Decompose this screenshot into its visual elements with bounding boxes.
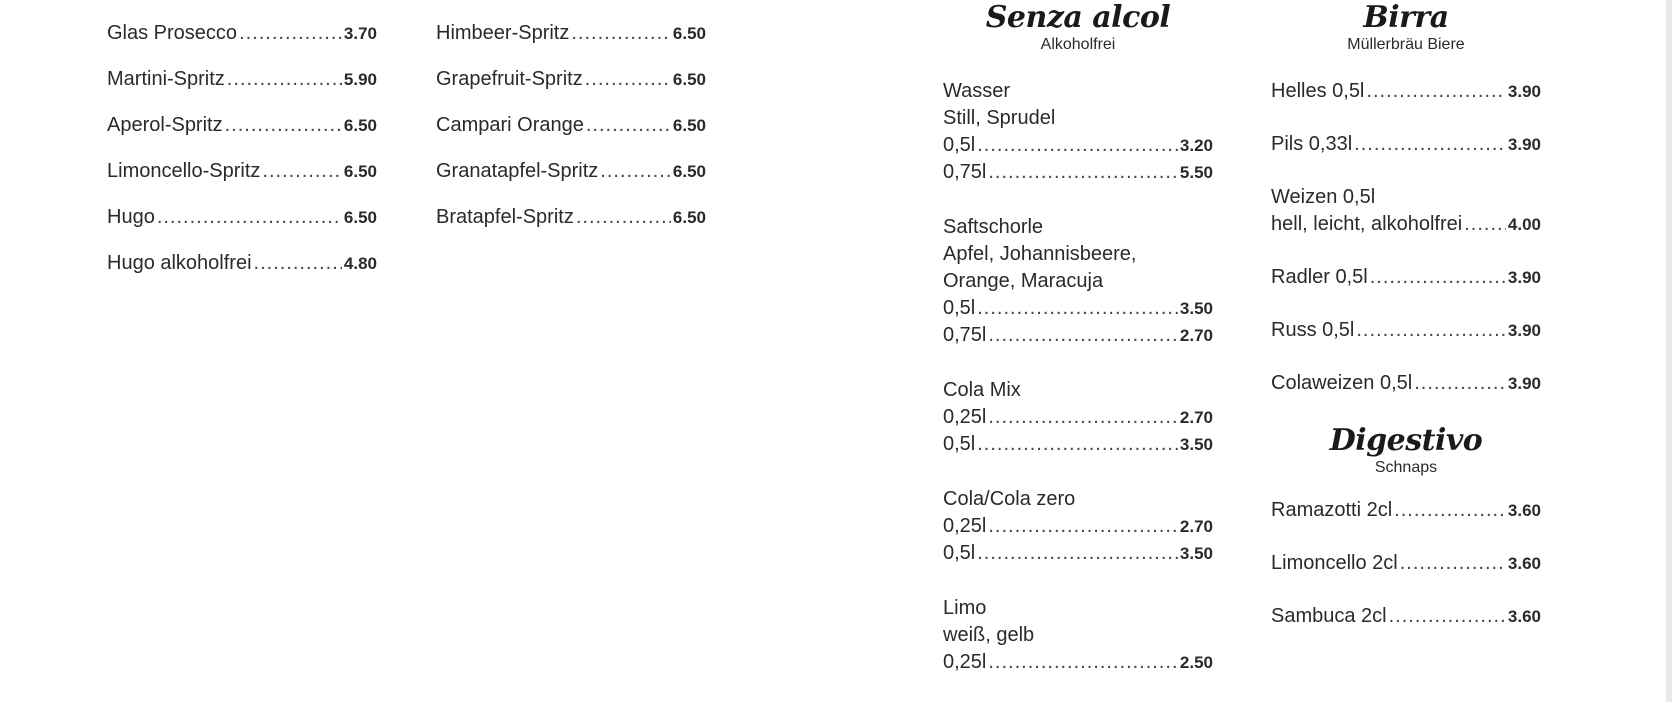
item-price: 6.50: [343, 116, 377, 135]
menu-item-aperol-spritz: [107, 112, 377, 139]
item-name: Cola Mix: [943, 379, 1021, 401]
item-price: 3.50: [1179, 435, 1213, 454]
menu-item-limoncello: [1271, 550, 1541, 577]
section-subtitle: Müllerbräu Biere: [1347, 36, 1465, 53]
leader-dots: [988, 649, 1178, 676]
item-price: 3.60: [1507, 554, 1541, 573]
item-price: 4.80: [343, 254, 377, 273]
birra-column: [1271, 0, 1541, 656]
leader-dots: [1414, 370, 1506, 397]
menu-item-helles: [1271, 78, 1541, 105]
menu-item-campari-orange: [436, 112, 706, 139]
leader-dots: [988, 322, 1178, 349]
senza-alcol-column: [943, 0, 1213, 704]
digestivo-header: [1271, 423, 1541, 477]
item-price: 3.50: [1179, 544, 1213, 563]
leader-dots: [227, 66, 342, 93]
item-price: 4.00: [1507, 215, 1541, 234]
menu-item-sambuca: [1271, 603, 1541, 630]
menu-item-limoncello-spritz: [107, 158, 377, 185]
spritz-column-1: [107, 0, 377, 277]
leader-dots: [571, 20, 671, 47]
leader-dots: [977, 431, 1178, 458]
item-description: weiß, gelb: [943, 624, 1035, 646]
item-name: Radler 0,5l: [1271, 266, 1368, 288]
item-name: Sambuca 2cl: [1271, 605, 1387, 627]
item-price: 3.60: [1507, 607, 1541, 626]
leader-dots: [977, 295, 1178, 322]
item-name: Glas Prosecco: [107, 22, 238, 44]
section-subtitle: Schnaps: [1374, 459, 1438, 476]
leader-dots: [1394, 497, 1506, 524]
section-title: Birra: [1363, 0, 1449, 35]
item-price: 6.50: [672, 24, 706, 43]
item-price: 3.70: [343, 24, 377, 43]
item-name: Wasser: [943, 80, 1011, 102]
item-description: Apfel, Johannisbeere,: [943, 243, 1137, 265]
leader-dots: [988, 513, 1178, 540]
leader-dots: [1464, 211, 1506, 238]
item-price: 5.90: [343, 70, 377, 89]
leader-dots: [1354, 131, 1506, 158]
menu-item-himbeer-spritz: [436, 20, 706, 47]
item-name: Limoncello 2cl: [1271, 552, 1398, 574]
item-name: Ramazotti 2cl: [1271, 499, 1393, 521]
menu-item-colaweizen: [1271, 370, 1541, 397]
item-name: Hugo: [107, 206, 155, 228]
leader-dots: [262, 158, 342, 185]
item-price: 6.50: [672, 208, 706, 227]
leader-dots: [225, 112, 342, 139]
senza-alcol-header: [943, 0, 1213, 54]
leader-dots: [988, 159, 1178, 186]
menu-item-glas-prosecco: [107, 20, 377, 47]
leader-dots: [254, 250, 342, 277]
item-description: Still, Sprudel: [943, 107, 1056, 129]
leader-dots: [1389, 603, 1506, 630]
size-name: 0,75l: [943, 161, 987, 183]
menu-group-wasser: [943, 78, 1213, 186]
item-price: 3.90: [1507, 135, 1541, 154]
item-price: 6.50: [343, 162, 377, 181]
item-price: 3.60: [1507, 501, 1541, 520]
menu-item-bratapfel-spritz: [436, 204, 706, 231]
leader-dots: [1356, 317, 1506, 344]
item-price: 3.90: [1507, 374, 1541, 393]
item-price: 6.50: [672, 70, 706, 89]
item-name: Saftschorle: [943, 216, 1044, 238]
item-name: Pils 0,33l: [1271, 133, 1353, 155]
leader-dots: [586, 112, 671, 139]
leader-dots: [600, 158, 671, 185]
size-name: 0,75l: [943, 324, 987, 346]
leader-dots: [1370, 264, 1506, 291]
item-name: Grapefruit-Spritz: [436, 68, 583, 90]
item-price: 2.70: [1179, 326, 1213, 345]
menu-group-cola-mix: [943, 377, 1213, 458]
leader-dots: [1366, 78, 1506, 105]
item-price: 6.50: [672, 162, 706, 181]
item-name: Hugo alkoholfrei: [107, 252, 252, 274]
item-name: Colaweizen 0,5l: [1271, 372, 1413, 394]
menu-item-hugo: [107, 204, 377, 231]
item-price: 2.70: [1179, 408, 1213, 427]
leader-dots: [576, 204, 671, 231]
item-price: 2.50: [1179, 653, 1213, 672]
menu-item-grapefruit-spritz: [436, 66, 706, 93]
menu-item-weizen: [1271, 184, 1541, 238]
size-name: 0,25l: [943, 651, 987, 673]
menu-group-cola: [943, 486, 1213, 567]
menu-item-martini-spritz: [107, 66, 377, 93]
leader-dots: [1400, 550, 1506, 577]
item-name: Limo: [943, 597, 987, 619]
item-name: Helles 0,5l: [1271, 80, 1365, 102]
item-price: 3.90: [1507, 321, 1541, 340]
menu-group-saftschorle: [943, 214, 1213, 349]
menu-item-radler: [1271, 264, 1541, 291]
section-title: Digestivo: [1329, 423, 1483, 458]
menu-group-limo: [943, 595, 1213, 676]
item-name: Bratapfel-Spritz: [436, 206, 574, 228]
menu-item-pils: [1271, 131, 1541, 158]
size-name: 0,25l: [943, 515, 987, 537]
item-price: 6.50: [672, 116, 706, 135]
item-name: Granatapfel-Spritz: [436, 160, 599, 182]
birra-header: [1271, 0, 1541, 54]
leader-dots: [585, 66, 671, 93]
item-description: Orange, Maracuja: [943, 270, 1104, 292]
spritz-column-2: [436, 0, 706, 231]
item-description: hell, leicht, alkoholfrei: [1271, 213, 1463, 235]
item-name: Aperol-Spritz: [107, 114, 223, 136]
size-name: 0,5l: [943, 433, 976, 455]
leader-dots: [977, 132, 1178, 159]
item-price: 3.90: [1507, 268, 1541, 287]
menu-item-russ: [1271, 317, 1541, 344]
leader-dots: [988, 404, 1178, 431]
item-name: Campari Orange: [436, 114, 584, 136]
scrollbar[interactable]: [1666, 0, 1672, 702]
section-subtitle: Alkoholfrei: [1040, 36, 1116, 53]
menu-item-granatapfel-spritz: [436, 158, 706, 185]
size-name: 0,5l: [943, 297, 976, 319]
item-price: 6.50: [343, 208, 377, 227]
size-name: 0,25l: [943, 406, 987, 428]
item-price: 2.70: [1179, 517, 1213, 536]
item-name: Limoncello-Spritz: [107, 160, 261, 182]
item-name: Russ 0,5l: [1271, 319, 1355, 341]
item-name: Himbeer-Spritz: [436, 22, 570, 44]
size-name: 0,5l: [943, 542, 976, 564]
item-name: Weizen 0,5l: [1271, 186, 1376, 208]
item-name: Cola/Cola zero: [943, 488, 1076, 510]
item-name: Martini-Spritz: [107, 68, 225, 90]
leader-dots: [977, 540, 1178, 567]
item-price: 3.20: [1179, 136, 1213, 155]
section-title: Senza alcol: [985, 0, 1171, 35]
menu-item-ramazotti: [1271, 497, 1541, 524]
item-price: 3.90: [1507, 82, 1541, 101]
menu-item-hugo-alkoholfrei: [107, 250, 377, 277]
item-price: 3.50: [1179, 299, 1213, 318]
item-price: 5.50: [1179, 163, 1213, 182]
size-name: 0,5l: [943, 134, 976, 156]
leader-dots: [239, 20, 342, 47]
leader-dots: [157, 204, 342, 231]
